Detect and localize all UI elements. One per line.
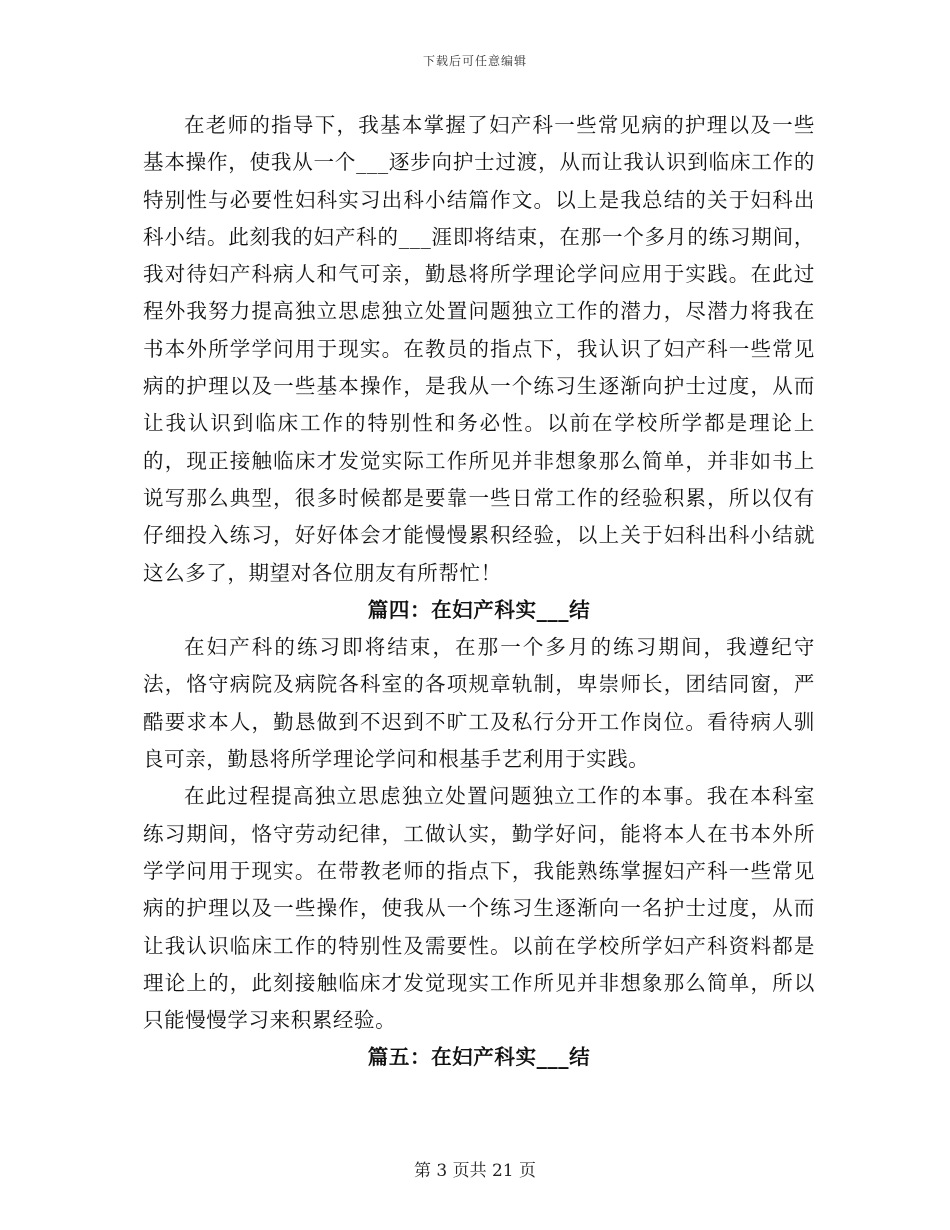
paragraph-3: 在此过程提高独立思虑独立处置问题独立工作的本事。我在本科室练习期间，恪守劳动纪律，工做认实，勤学好问，能将本人在书本外所学学问用于现实。在带教老师的指点下，我能熟练掌握妇产科一些常见病的护理以及一些操作，使我从一个练习生逐渐向一名护士过度，从而让我认识临床工作的特别性及需要性。以前在学校所学妇产科资料都是理论上的，此刻接触临床才发觉现实工作所见并非想象那么简单，所以只能慢慢学习来积累经验。: [143, 784, 815, 1033]
section-heading-4: 篇四：在妇产科实___结: [367, 597, 591, 622]
document-body: [143, 107, 815, 1077]
page-number-footer: 第 3 页共 21 页: [413, 1161, 537, 1181]
paragraph-2: 在妇产科的练习即将结束，在那一个多月的练习期间，我遵纪守法，恪守病院及病院各科室的各项规章轨制，卑崇师长，团结同窗，严酷要求本人，勤恳做到不迟到不旷工及私行分开工作岗位。看待病人驯良可亲，勤恳将所学理论学问和根基手艺利用于实践。: [143, 635, 815, 772]
paragraph-1: 在老师的指导下，我基本掌握了妇产科一些常见病的护理以及一些基本操作，使我从一个___逐步向护士过渡，从而让我认识到临床工作的特别性与必要性妇科实习出科小结篇作文。以上是我总结的关于妇科出科小结。此刻我的妇产科的___涯即将结束，在那一个多月的练习期间，我对待妇产科病人和气可亲，勤恳将所学理论学问应用于实践。在此过程外我努力提高独立思虑独立处置问题独立工作的潜力，尽潜力将我在书本外所学学问用于现实。在教员的指点下，我认识了妇产科一些常见病的护理以及一些基本操作，是我从一个练习生逐渐向护士过度，从而让我认识到临床工作的特别性和务必性。以前在学校所学都是理论上的，现正接触临床才发觉实际工作所见并非想象那么简单，并非如书上说写那么典型，很多时候都是要靠一些日常工作的经验积累，所以仅有仔细投入练习，好好体会才能慢慢累积经验，以上关于妇科出科小结就这么多了，期望对各位朋友有所帮忙！: [143, 113, 815, 585]
header-note: 下载后可任意编辑: [422, 54, 527, 68]
section-heading-5: 篇五：在妇产科实___结: [367, 1045, 591, 1070]
